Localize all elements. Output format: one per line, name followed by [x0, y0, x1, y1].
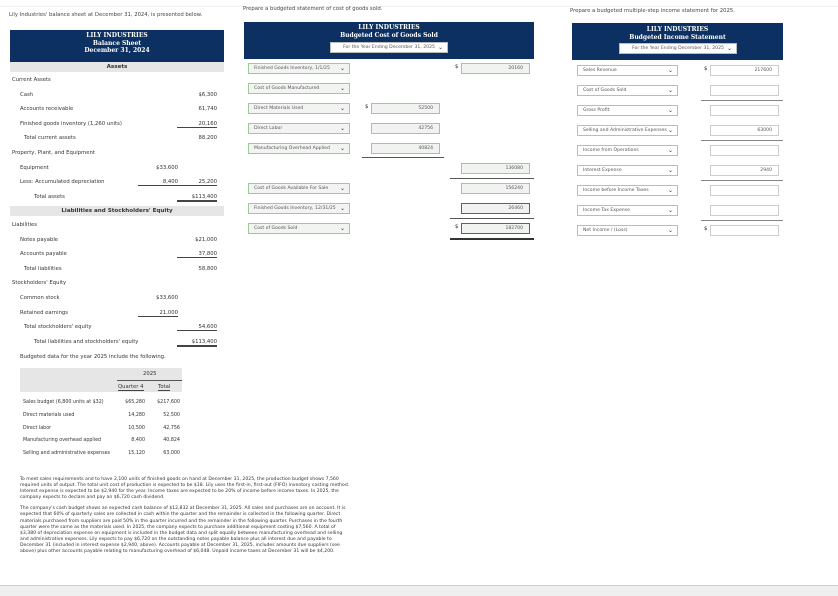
line-item-select[interactable] — [248, 123, 350, 134]
row-label: Total stockholders' equity — [24, 324, 92, 331]
line-item-label: Gross Profit — [583, 108, 610, 113]
row-label: Total assets — [34, 193, 65, 200]
chevron-down-icon: ⌄ — [339, 85, 345, 92]
amount-input[interactable]: 217600 — [710, 65, 779, 76]
chevron-down-icon: ⌄ — [667, 207, 673, 214]
line-item-select[interactable] — [248, 63, 350, 74]
paragraph: To meet sales requirements and to have 2,100 units of finished goods on hand at December 31, 2025, the production budget shows 7,560 required units of output. The total unit cost of production is expected to be $18. Lily uses the first-in, first-out (FIFO) inventory costing method. Interest expense is expected to be $2,940 for the year. Income taxes are expected to be 20% of income before income taxes. In 2025, the company expects to declare and pay an $6,720 cash dividend. — [20, 477, 350, 501]
chevron-down-icon: ⌄ — [339, 105, 345, 112]
right-amount-input[interactable]: 182700 — [461, 223, 530, 234]
narrative — [20, 477, 350, 555]
line-item-label: Income before Income Taxes — [583, 188, 649, 193]
budget-row-label: Sales budget (6,800 units at $32) — [23, 400, 104, 405]
mid-amount-input[interactable]: 42756 — [371, 123, 440, 134]
subtotal-rule — [362, 157, 444, 158]
company-name: LILY INDUSTRIES — [86, 32, 148, 39]
company-name: LILY INDUSTRIES — [646, 26, 709, 33]
mid-amount-input[interactable]: 40824 — [371, 143, 440, 154]
row-label: Notes payable — [20, 236, 59, 243]
amount-input[interactable] — [710, 185, 779, 196]
line-item-select[interactable] — [577, 165, 678, 176]
row-label: Common stock — [20, 295, 60, 301]
row-label: Accounts payable — [20, 251, 67, 258]
row-value-col2: 88,200 — [198, 135, 217, 142]
row-value-col1: $33,600 — [156, 295, 178, 301]
dollar-sign: $ — [455, 64, 459, 70]
row-value-col2: 61,740 — [198, 106, 217, 113]
row-label: Less: Accumulated depreciation — [20, 179, 105, 186]
chevron-down-icon: ⌄ — [437, 44, 443, 51]
subtotal-rule — [701, 100, 783, 101]
line-item-select[interactable] — [577, 65, 678, 76]
balance-sheet-header — [10, 30, 224, 62]
chevron-down-icon: ⌄ — [667, 167, 673, 174]
row-value-col2: 37,800 — [177, 251, 217, 258]
budget-q4-value: $65,280 — [125, 400, 145, 405]
col-quarter4: Quarter 4 — [118, 384, 144, 390]
budget-total-value: 42,756 — [163, 425, 180, 431]
budget-total-value: 40,824 — [163, 438, 180, 444]
line-item-select[interactable] — [248, 143, 350, 154]
row-value-col1: 8,400 — [138, 179, 178, 186]
chevron-down-icon: ⌄ — [667, 187, 673, 194]
dollar-sign: $ — [704, 66, 708, 72]
subtotal-rule — [450, 218, 534, 219]
row-value-col2: $113,400 — [177, 339, 217, 347]
line-item-select[interactable] — [248, 103, 350, 114]
line-item-select[interactable] — [248, 183, 350, 194]
period-select[interactable] — [330, 42, 448, 53]
company-name: LILY INDUSTRIES — [358, 24, 420, 31]
line-item-label: Finished Goods Inventory, 12/31/25 — [254, 206, 336, 211]
right-amount-input[interactable]: 26460 — [461, 203, 530, 214]
row-label: Retained earnings — [20, 309, 69, 316]
row-value-col2: 58,800 — [198, 265, 217, 272]
subtotal-rule — [701, 180, 783, 181]
line-item-select[interactable] — [577, 145, 678, 156]
amount-input[interactable]: 2940 — [710, 165, 779, 176]
line-item-select[interactable] — [577, 185, 678, 196]
row-value-col2: $21,000 — [195, 236, 217, 243]
amount-input[interactable] — [710, 105, 779, 116]
row-value-col2: 54,600 — [177, 324, 217, 331]
chevron-down-icon: ⌄ — [339, 65, 345, 72]
amount-input[interactable] — [710, 225, 779, 236]
dollar-sign: $ — [704, 226, 708, 232]
chevron-down-icon: ⌄ — [667, 227, 673, 234]
budget-q4-value: 15,120 — [128, 451, 145, 457]
line-item-select[interactable] — [577, 105, 678, 116]
amount-input[interactable] — [710, 85, 779, 96]
total-rule — [450, 238, 534, 240]
row-label: Stockholders' Equity — [12, 280, 67, 287]
line-item-select[interactable] — [577, 205, 678, 216]
line-item-label: Cost of Goods Manufactured — [254, 86, 320, 91]
line-item-select[interactable] — [248, 223, 350, 234]
assets-header: Assets — [10, 62, 224, 72]
line-item-label: Income Tax Expense — [583, 208, 630, 213]
line-item-select[interactable] — [248, 203, 350, 214]
chevron-down-icon: ⌄ — [339, 185, 345, 192]
row-label: Total liabilities — [24, 265, 62, 272]
row-value-col2: 25,200 — [177, 179, 217, 186]
budget-total-value: 52,500 — [163, 412, 180, 418]
cogs-header — [244, 22, 534, 59]
line-item-select[interactable] — [577, 85, 678, 96]
mid-amount-input[interactable]: 52500 — [371, 103, 440, 114]
balance-sheet-intro: Lily Industries' balance sheet at December 31, 2024, is presented below. — [9, 12, 203, 18]
chevron-down-icon: ⌄ — [667, 87, 673, 94]
line-item-label: Interest Expense — [583, 168, 622, 173]
income-instruction: Prepare a budgeted multiple-step income statement for 2025. — [570, 8, 735, 14]
line-item-label: Sales Revenue — [583, 68, 617, 73]
row-label: Liabilities — [12, 222, 38, 228]
statement-title: Budgeted Income Statement — [629, 33, 726, 41]
budget-row-label: Manufacturing overhead applied — [23, 438, 102, 444]
row-label: Current Assets — [12, 77, 51, 83]
line-item-label: Net Income / (Loss) — [583, 228, 628, 233]
line-item-label: Manufacturing Overhead Applied — [254, 146, 330, 151]
chevron-down-icon: ⌄ — [667, 127, 673, 134]
budget-row-label: Direct materials used — [23, 412, 75, 418]
line-item-label: Finished Goods Inventory, 1/1/25 — [254, 66, 330, 71]
subtotal-rule — [701, 140, 783, 141]
chevron-down-icon: ⌄ — [667, 147, 673, 154]
dollar-sign: $ — [455, 224, 459, 230]
col-total: Total — [158, 384, 171, 390]
statement-title: Balance Sheet — [92, 39, 142, 47]
right-amount-input[interactable]: 20160 — [461, 63, 530, 74]
year-rule — [117, 380, 182, 381]
period-value: For the Year Ending December 31, 2025 — [632, 46, 724, 51]
dollar-sign: $ — [365, 104, 369, 110]
period-select[interactable] — [619, 43, 737, 54]
row-label: Cash — [20, 91, 34, 98]
row-label: Property, Plant, and Equipment — [12, 150, 95, 156]
budget-intro: Budgeted data for the year 2025 include the following. — [20, 354, 166, 360]
chevron-down-icon: ⌄ — [726, 45, 732, 52]
budget-row-label: Selling and administrative expenses — [23, 451, 111, 457]
chevron-down-icon: ⌄ — [667, 67, 673, 74]
line-item-label: Cost of Goods Available For Sale — [254, 186, 329, 191]
line-item-label: Direct Materials Used — [254, 106, 304, 111]
row-value-col2: 20,160 — [177, 121, 217, 128]
row-label: Finished goods inventory (1,260 units) — [20, 120, 122, 127]
budget-q4-value: 8,400 — [131, 438, 145, 444]
budget-q4-value: 10,500 — [128, 425, 145, 431]
budget-total-value: 63,000 — [163, 451, 180, 457]
right-amount-input[interactable]: 156240 — [461, 183, 530, 194]
line-item-select[interactable] — [248, 83, 350, 94]
chevron-down-icon: ⌄ — [339, 125, 345, 132]
period-value: For the Year Ending December 31, 2025 — [343, 45, 435, 50]
row-label: Total current assets — [24, 135, 76, 142]
statement-title: Budgeted Cost of Goods Sold — [340, 31, 438, 39]
liabilities-equity-header: Liabilities and Stockholders' Equity — [10, 206, 224, 216]
line-item-select[interactable] — [577, 225, 678, 236]
budget-q4-value: 14,280 — [128, 412, 145, 418]
budget-row-label: Direct labor — [23, 425, 52, 431]
line-item-select[interactable] — [577, 125, 678, 136]
row-value-col1: $33,600 — [156, 164, 178, 171]
line-item-label: Direct Labor — [254, 126, 283, 131]
amount-input[interactable] — [710, 205, 779, 216]
paragraph: The company's cash budget shows an expected cash balance of $12,832 at December 31, 2025. All sales and purchases are on account. It is expected that 60% of quarterly sales are collected in cash within the quarter and the remainder is collected in the following quarter. Direct materials purchased from suppliers are paid 50% in the quarter incurred and the remainder in the following quarter. Purchases in the fourth quarter were the same as the materials used. In 2025, the company expects to purchase additional equipment costing $7,560. A total of $3,380 of depreciation expense on equipment is included in the budget data and split equally between manufacturing overhead and selling and administrative expenses. Lily expects to pay $6,720 on the outstanding notes payable balance plus all interest due and payable to December 31 (included in interest expense $2,940, above). Accounts payable at December 31, 2025, includes amounts due suppliers (see above) plus other accounts payable relating to manufacturing overhead of $6,048. Unpaid income taxes at December 31 will be $4,200. — [20, 506, 346, 555]
row-label: Accounts receivable — [20, 106, 74, 113]
chevron-down-icon: ⌄ — [339, 205, 345, 212]
amount-input[interactable]: 63000 — [710, 125, 779, 136]
bottom-bar — [0, 585, 838, 596]
row-label: Total liabilities and stockholders' equity — [34, 338, 139, 345]
right-amount-input[interactable]: 136080 — [461, 163, 530, 174]
top-divider — [0, 6, 838, 7]
line-item-label: Cost of Goods Sold — [583, 88, 627, 93]
line-item-label: Cost of Goods Sold — [254, 226, 298, 231]
budget-year: 2025 — [143, 371, 157, 377]
income-header — [572, 23, 783, 60]
cogs-instruction: Prepare a budgeted statement of cost of goods sold. — [243, 6, 383, 12]
statement-date: December 31, 2024 — [84, 47, 150, 54]
row-label: Equipment — [20, 164, 49, 171]
row-value-col2: $113,400 — [177, 194, 217, 202]
budget-total-value: $217,600 — [157, 400, 180, 405]
line-item-label: Selling and Administrative Expenses — [583, 128, 667, 133]
subtotal-rule — [450, 178, 534, 179]
chevron-down-icon: ⌄ — [667, 107, 673, 114]
line-item-label: Income from Operations — [583, 148, 639, 153]
row-value-col2: $6,300 — [198, 91, 217, 98]
chevron-down-icon: ⌄ — [339, 145, 345, 152]
chevron-down-icon: ⌄ — [339, 225, 345, 232]
row-value-col1: 21,000 — [138, 310, 178, 317]
subtotal-rule — [701, 220, 783, 221]
amount-input[interactable] — [710, 145, 779, 156]
